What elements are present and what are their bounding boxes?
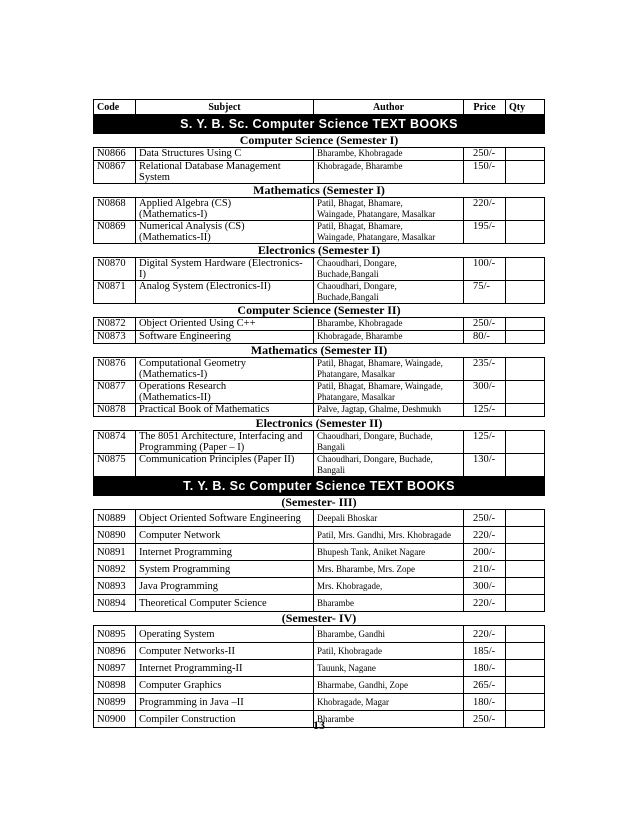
book-price: 210/- — [464, 561, 506, 578]
book-price: 235/- — [464, 358, 506, 381]
header-subject: Subject — [136, 100, 314, 115]
book-author: Bharambe — [314, 711, 464, 728]
book-author: Patil, Bhagat, Bhamare, Waingade, Phatangare, Masalkar — [314, 381, 464, 404]
book-subject: Digital System Hardware (Electronics- I) — [136, 258, 314, 281]
book-qty — [506, 331, 545, 344]
semester-heading — [94, 344, 545, 358]
book-qty — [506, 643, 545, 660]
catalog-body — [94, 100, 545, 728]
book-code: N0873 — [94, 331, 136, 344]
book-row — [94, 281, 545, 304]
book-qty — [506, 381, 545, 404]
book-code: N0878 — [94, 404, 136, 417]
book-row — [94, 318, 545, 331]
book-code: N0872 — [94, 318, 136, 331]
book-subject: Computer Graphics — [136, 677, 314, 694]
book-subject: Communication Principles (Paper II) — [136, 454, 314, 477]
book-author: Patil, Bhagat, Bhamare, Waingade, Phatangare, Masalkar — [314, 358, 464, 381]
book-row — [94, 626, 545, 643]
book-qty — [506, 358, 545, 381]
semester-heading — [94, 612, 545, 626]
book-code: N0891 — [94, 544, 136, 561]
semester-heading — [94, 184, 545, 198]
book-code: N0876 — [94, 358, 136, 381]
book-author: Deepali Bhoskar — [314, 510, 464, 527]
book-qty — [506, 561, 545, 578]
book-row — [94, 331, 545, 344]
book-price: 185/- — [464, 643, 506, 660]
book-author: Mrs. Khobragade, — [314, 578, 464, 595]
book-price: 250/- — [464, 711, 506, 728]
book-row — [94, 198, 545, 221]
book-author: Chaoudhari, Dongare, Buchade, Bangali — [314, 454, 464, 477]
book-qty — [506, 221, 545, 244]
book-row — [94, 221, 545, 244]
book-qty — [506, 454, 545, 477]
book-code: N0874 — [94, 431, 136, 454]
book-author: Bharambe, Khobragade — [314, 148, 464, 161]
semester-title: Computer Science (Semester II) — [237, 303, 401, 317]
semester-title: (Semester- III) — [281, 495, 357, 509]
book-author: Khobragade, Magar — [314, 694, 464, 711]
book-code: N0889 — [94, 510, 136, 527]
book-subject: Theoretical Computer Science — [136, 595, 314, 612]
header-code: Code — [94, 100, 136, 115]
book-price: 300/- — [464, 578, 506, 595]
book-code: N0900 — [94, 711, 136, 728]
book-price: 130/- — [464, 454, 506, 477]
book-code: N0895 — [94, 626, 136, 643]
book-price: 220/- — [464, 198, 506, 221]
book-qty — [506, 318, 545, 331]
book-author: Patil, Mrs. Gandhi, Mrs. Khobragade — [314, 527, 464, 544]
header-qty: Qty — [506, 100, 545, 115]
book-price: 220/- — [464, 595, 506, 612]
book-row — [94, 431, 545, 454]
book-qty — [506, 660, 545, 677]
book-qty — [506, 431, 545, 454]
book-subject: The 8051 Architecture, Interfacing and Programming (Paper – I) — [136, 431, 314, 454]
book-author: Patil, Bhagat, Bhamare, Waingade, Phatangare, Masalkar — [314, 198, 464, 221]
book-price: 180/- — [464, 660, 506, 677]
book-row — [94, 595, 545, 612]
book-qty — [506, 258, 545, 281]
book-author: Bharambe — [314, 595, 464, 612]
book-qty — [506, 544, 545, 561]
book-row — [94, 527, 545, 544]
book-code: N0875 — [94, 454, 136, 477]
semester-title: Mathematics (Semester II) — [250, 343, 388, 357]
section-banner — [94, 477, 545, 496]
section-banner-title: S. Y. B. Sc. Computer Science TEXT BOOKS — [94, 115, 545, 134]
book-code: N0896 — [94, 643, 136, 660]
section-banner-title: T. Y. B. Sc Computer Science TEXT BOOKS — [94, 477, 545, 496]
book-code: N0893 — [94, 578, 136, 595]
book-price: 125/- — [464, 431, 506, 454]
book-row — [94, 578, 545, 595]
book-price: 200/- — [464, 544, 506, 561]
book-author: Chaoudhari, Dongare, Buchade,Bangali — [314, 258, 464, 281]
book-subject: Object Oriented Using C++ — [136, 318, 314, 331]
header-row — [94, 100, 545, 115]
book-qty — [506, 198, 545, 221]
book-row — [94, 381, 545, 404]
book-author: Bharmabe, Gandhi, Zope — [314, 677, 464, 694]
book-price: 250/- — [464, 148, 506, 161]
book-qty — [506, 626, 545, 643]
book-price: 220/- — [464, 626, 506, 643]
book-code: N0894 — [94, 595, 136, 612]
book-price: 220/- — [464, 527, 506, 544]
book-author: Palve, Jagtap, Ghalme, Deshmukh — [314, 404, 464, 417]
header-price: Price — [464, 100, 506, 115]
semester-title: Computer Science (Semester I) — [239, 133, 399, 147]
book-subject: Practical Book of Mathematics — [136, 404, 314, 417]
book-author: Mrs. Bharambe, Mrs. Zope — [314, 561, 464, 578]
header-author: Author — [314, 100, 464, 115]
book-row — [94, 454, 545, 477]
book-subject: Computational Geometry (Mathematics-I) — [136, 358, 314, 381]
book-subject: Applied Algebra (CS) (Mathematics-I) — [136, 198, 314, 221]
book-subject: Internet Programming — [136, 544, 314, 561]
book-subject: Operations Research (Mathematics-II) — [136, 381, 314, 404]
semester-title: Electronics (Semester I) — [257, 243, 381, 257]
semester-title: Mathematics (Semester I) — [253, 183, 385, 197]
book-row — [94, 510, 545, 527]
book-author: Chaoudhari, Dongare, Buchade,Bangali — [314, 281, 464, 304]
book-code: N0897 — [94, 660, 136, 677]
book-row — [94, 544, 545, 561]
book-code: N0877 — [94, 381, 136, 404]
book-code: N0866 — [94, 148, 136, 161]
book-subject: Java Programming — [136, 578, 314, 595]
book-price: 195/- — [464, 221, 506, 244]
book-subject: Operating System — [136, 626, 314, 643]
book-author: Patil, Khobragade — [314, 643, 464, 660]
book-price: 300/- — [464, 381, 506, 404]
book-price: 80/- — [464, 331, 506, 344]
book-author: Khobragade, Bharambe — [314, 331, 464, 344]
book-author: Bharambe, Gandhi — [314, 626, 464, 643]
book-author: Tauunk, Nagane — [314, 660, 464, 677]
book-code: N0899 — [94, 694, 136, 711]
page-number: 13 — [313, 718, 325, 732]
book-code: N0869 — [94, 221, 136, 244]
book-row — [94, 358, 545, 381]
book-row — [94, 660, 545, 677]
book-code: N0871 — [94, 281, 136, 304]
book-author: Bhupesh Tank, Aniket Nagare — [314, 544, 464, 561]
book-price: 150/- — [464, 161, 506, 184]
book-qty — [506, 510, 545, 527]
book-subject: Numerical Analysis (CS) (Mathematics-II) — [136, 221, 314, 244]
book-subject: Software Engineering — [136, 331, 314, 344]
book-subject: Programming in Java –II — [136, 694, 314, 711]
book-qty — [506, 595, 545, 612]
book-qty — [506, 677, 545, 694]
book-qty — [506, 527, 545, 544]
book-qty — [506, 694, 545, 711]
book-row — [94, 148, 545, 161]
book-author: Khobragade, Bharambe — [314, 161, 464, 184]
semester-heading — [94, 417, 545, 431]
semester-heading — [94, 134, 545, 148]
book-code: N0890 — [94, 527, 136, 544]
semester-heading — [94, 244, 545, 258]
book-author: Bharambe, Khobragade — [314, 318, 464, 331]
book-price: 125/- — [464, 404, 506, 417]
book-code: N0870 — [94, 258, 136, 281]
book-code: N0898 — [94, 677, 136, 694]
book-qty — [506, 281, 545, 304]
book-row — [94, 694, 545, 711]
book-row — [94, 677, 545, 694]
book-price: 100/- — [464, 258, 506, 281]
book-subject: System Programming — [136, 561, 314, 578]
book-qty — [506, 404, 545, 417]
book-qty — [506, 148, 545, 161]
book-subject: Compiler Construction — [136, 711, 314, 728]
semester-heading — [94, 496, 545, 510]
book-qty — [506, 578, 545, 595]
section-banner — [94, 115, 545, 134]
book-code: N0892 — [94, 561, 136, 578]
book-author: Chaoudhari, Dongare, Buchade, Bangali — [314, 431, 464, 454]
book-row — [94, 561, 545, 578]
book-catalog-table — [93, 99, 545, 728]
book-row — [94, 161, 545, 184]
book-price: 75/- — [464, 281, 506, 304]
book-subject: Data Structures Using C — [136, 148, 314, 161]
book-code: N0867 — [94, 161, 136, 184]
book-qty — [506, 161, 545, 184]
book-price: 265/- — [464, 677, 506, 694]
book-subject: Computer Network — [136, 527, 314, 544]
book-code: N0868 — [94, 198, 136, 221]
book-subject: Analog System (Electronics-II) — [136, 281, 314, 304]
book-price: 250/- — [464, 510, 506, 527]
semester-title: Electronics (Semester II) — [255, 416, 383, 430]
book-subject: Object Oriented Software Engineering — [136, 510, 314, 527]
book-row — [94, 258, 545, 281]
book-price: 250/- — [464, 318, 506, 331]
book-subject: Relational Database Management System — [136, 161, 314, 184]
book-subject: Computer Networks-II — [136, 643, 314, 660]
book-row — [94, 643, 545, 660]
book-price: 180/- — [464, 694, 506, 711]
semester-title: (Semester- IV) — [281, 611, 357, 625]
book-author: Patil, Bhagat, Bhamare, Waingade, Phatangare, Masalkar — [314, 221, 464, 244]
semester-heading — [94, 304, 545, 318]
book-subject: Internet Programming-II — [136, 660, 314, 677]
book-row — [94, 404, 545, 417]
